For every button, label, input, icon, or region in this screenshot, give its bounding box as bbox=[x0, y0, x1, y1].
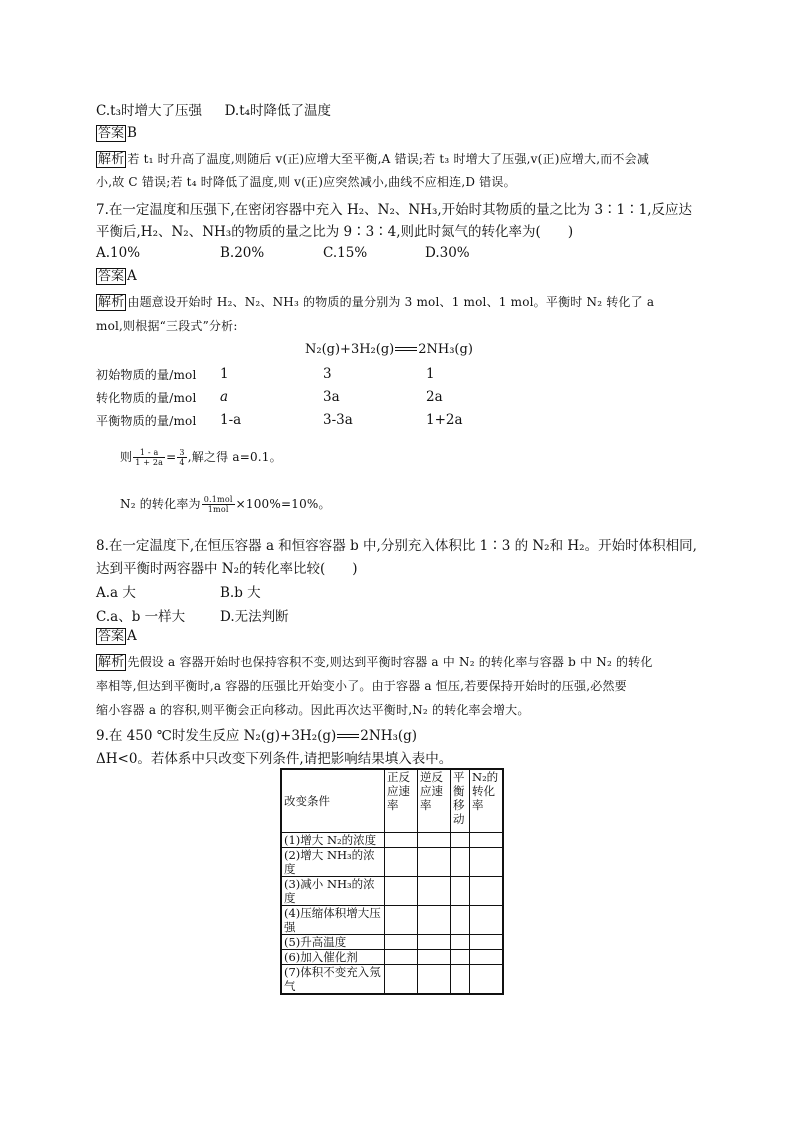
q7-row-equilibrium-h2: 3-3a bbox=[323, 412, 353, 428]
table-row-condition: (1)增大 N₂的浓度 bbox=[281, 833, 385, 848]
explanation-tag: 解析 bbox=[98, 295, 125, 310]
table-blank-cell[interactable] bbox=[418, 950, 451, 965]
table-blank-cell[interactable] bbox=[451, 935, 470, 950]
table-blank-cell[interactable] bbox=[385, 848, 418, 877]
equilibrium-arrow-icon bbox=[337, 734, 359, 739]
table-row bbox=[281, 877, 503, 906]
q6-explanation-line-1: 解析 若 t₁ 时升高了温度,则随后 v(正)应增大至平衡,A 错误;若 t₃ 时增大了压强,v(正)应增大,而不会减 bbox=[98, 152, 650, 167]
table-row-condition: (7)体积不变充入氖气 bbox=[281, 965, 385, 995]
q7-row-initial-nh3: 1 bbox=[426, 366, 435, 382]
table-row bbox=[281, 950, 503, 965]
table-blank-cell[interactable] bbox=[418, 833, 451, 848]
table-blank-cell[interactable] bbox=[470, 833, 504, 848]
explanation-tag: 解析 bbox=[98, 655, 125, 670]
table-row-condition: (6)加入催化剂 bbox=[281, 950, 385, 965]
answer-tag: 答案 bbox=[98, 629, 125, 644]
q7-explanation-line-1: 解析 由题意设开始时 H₂、N₂、NH₃ 的物质的量分别为 3 mol、1 mol、1 mol。平衡时 N₂ 转化了 a bbox=[98, 295, 655, 310]
q9-stem-line-1: 9.在 450 ℃时发生反应 N₂(g)+3H₂(g) 2NH₃(g) bbox=[96, 728, 418, 744]
table-header-cell: 逆反应速率 bbox=[418, 769, 451, 833]
table-blank-cell[interactable] bbox=[451, 848, 470, 877]
q7-row-change-label: 转化物质的量/mol bbox=[96, 391, 197, 405]
fraction: $\frac{\text{0.1mol}}{\text{1mol}}$ bbox=[203, 495, 233, 514]
table-blank-cell[interactable] bbox=[470, 877, 504, 906]
table-blank-cell[interactable] bbox=[385, 877, 418, 906]
q7-option: B.20% bbox=[220, 245, 265, 261]
q7-row-equilibrium-label: 平衡物质的量/mol bbox=[96, 414, 197, 428]
table-row-condition: (2)增大 NH₃的浓度 bbox=[281, 848, 385, 877]
table-blank-cell[interactable] bbox=[385, 950, 418, 965]
q7-equation: N₂(g)+3H₂(g) 2NH₃(g) bbox=[305, 342, 473, 357]
q7-answer bbox=[96, 268, 137, 285]
q7-option: D.30% bbox=[425, 245, 470, 261]
table-blank-cell[interactable] bbox=[451, 950, 470, 965]
table-blank-cell[interactable] bbox=[470, 950, 504, 965]
q9-answer-table bbox=[280, 768, 504, 995]
answer-value: A bbox=[127, 268, 137, 284]
table-row-condition: (5)升高温度 bbox=[281, 935, 385, 950]
table-row-condition: (3)减小 NH₃的浓度 bbox=[281, 877, 385, 906]
q7-row-equilibrium-n2: 1-a bbox=[220, 412, 242, 428]
q7-row-initial-h2: 3 bbox=[323, 366, 332, 382]
q7-option: C.15% bbox=[323, 245, 368, 261]
table-header-cell: 平衡移动 bbox=[451, 769, 470, 833]
q7-conversion-rate: N₂ 的转化率为 $\frac{\text{0.1mol}}{\text{1mol}}$ ×100%=10%。 bbox=[120, 495, 331, 514]
table-blank-cell[interactable] bbox=[470, 906, 504, 935]
table-blank-cell[interactable] bbox=[470, 848, 504, 877]
q8-option: D.无法判断 bbox=[220, 609, 289, 625]
q7-row-initial-n2: 1 bbox=[220, 366, 229, 382]
q8-answer bbox=[96, 628, 137, 645]
q6-option-d: D.t₄时降低了温度 bbox=[224, 103, 332, 119]
q6-options-cd bbox=[96, 99, 331, 119]
q8-explanation-line-3: 缩小容器 a 的容积,则平衡会正向移动。因此再次达平衡时,N₂ 的转化率会增大。 bbox=[96, 703, 530, 717]
table-header-cell: 正反应速率 bbox=[385, 769, 418, 833]
table-blank-cell[interactable] bbox=[451, 833, 470, 848]
table-blank-cell[interactable] bbox=[451, 965, 470, 995]
table-row bbox=[281, 833, 503, 848]
table-blank-cell[interactable] bbox=[418, 848, 451, 877]
table-blank-cell[interactable] bbox=[385, 935, 418, 950]
q6-option-c: C.t₃时增大了压强 bbox=[96, 103, 202, 119]
table-blank-cell[interactable] bbox=[418, 965, 451, 995]
table-row bbox=[281, 848, 503, 877]
q8-explanation-line-1: 解析 先假设 a 容器开始时也保持容积不变,则达到平衡时容器 a 中 N₂ 的转化率与容器 b 中 N₂ 的转化 bbox=[98, 655, 653, 670]
q8-stem-line-1: 8.在一定温度下,在恒压容器 a 和恒容容器 b 中,分别充入体积比 1∶3 的 N₂和 H₂。开始时体积相同, bbox=[96, 538, 697, 554]
q7-row-change-h2: 3a bbox=[323, 389, 340, 405]
q7-option: A.10% bbox=[96, 245, 141, 261]
q8-explanation-line-2: 率相等,但达到平衡时,a 容器的压强比开始变小了。由于容器 a 恒压,若要保持开始时的压强,必然要 bbox=[96, 679, 627, 693]
table-blank-cell[interactable] bbox=[385, 833, 418, 848]
table-blank-cell[interactable] bbox=[451, 877, 470, 906]
q7-row-initial-label: 初始物质的量/mol bbox=[96, 368, 197, 382]
table-blank-cell[interactable] bbox=[385, 965, 418, 995]
table-header-cell: N₂的转化率 bbox=[470, 769, 504, 833]
q8-option: C.a、b 一样大 bbox=[96, 609, 186, 625]
table-blank-cell[interactable] bbox=[451, 906, 470, 935]
table-row bbox=[281, 965, 503, 995]
table-row bbox=[281, 906, 503, 935]
table-blank-cell[interactable] bbox=[418, 877, 451, 906]
answer-value: B bbox=[127, 125, 137, 141]
answer-tag: 答案 bbox=[98, 269, 125, 284]
q7-row-change-n2: a bbox=[220, 389, 229, 405]
table-blank-cell[interactable] bbox=[418, 906, 451, 935]
q9-stem-line-2: ΔH<0。若体系中只改变下列条件,请把影响结果填入表中。 bbox=[96, 751, 453, 767]
table-row-condition: (4)压缩体积增大压强 bbox=[281, 906, 385, 935]
answer-tag: 答案 bbox=[98, 126, 125, 141]
fraction: $\frac{3}{4}$ bbox=[179, 448, 185, 467]
q8-option: A.a 大 bbox=[96, 585, 136, 601]
table-header-cell: 改变条件 bbox=[281, 769, 385, 833]
q7-calculation: 则 $\frac{1 - a}{1 + 2a}$ = $\frac{3}{4}$ ,解之得 a=0.1。 bbox=[120, 448, 282, 467]
table-blank-cell[interactable] bbox=[418, 935, 451, 950]
table-blank-cell[interactable] bbox=[470, 935, 504, 950]
q8-option: B.b 大 bbox=[220, 585, 261, 601]
explanation-tag: 解析 bbox=[98, 152, 125, 167]
q8-stem-line-2: 达到平衡时两容器中 N₂的转化率比较( ) bbox=[96, 561, 358, 577]
table-blank-cell[interactable] bbox=[385, 906, 418, 935]
table-blank-cell[interactable] bbox=[470, 965, 504, 995]
q6-answer bbox=[96, 125, 137, 142]
q7-stem-line-2: 平衡后,H₂、N₂、NH₃的物质的量之比为 9∶3∶4,则此时氮气的转化率为( ) bbox=[96, 224, 574, 240]
q7-row-equilibrium-nh3: 1+2a bbox=[426, 412, 463, 428]
answer-value: A bbox=[127, 628, 137, 644]
table-row bbox=[281, 935, 503, 950]
q7-stem-line-1: 7.在一定温度和压强下,在密闭容器中充入 H₂、N₂、NH₃,开始时其物质的量之比为 3∶1∶1,反应达 bbox=[96, 202, 693, 218]
q7-row-change-nh3: 2a bbox=[426, 389, 443, 405]
q6-explanation-line-2: 小,故 C 错误;若 t₄ 时降低了温度,则 v(正)应突然减小,曲线不应相连,D 错误。 bbox=[96, 175, 516, 189]
fraction: $\frac{1 - a}{1 + 2a}$ bbox=[135, 448, 164, 467]
q7-explanation-line-2: mol,则根据“三段式”分析: bbox=[96, 319, 238, 333]
table-header-row bbox=[281, 769, 503, 833]
equilibrium-arrow-icon bbox=[395, 347, 417, 352]
